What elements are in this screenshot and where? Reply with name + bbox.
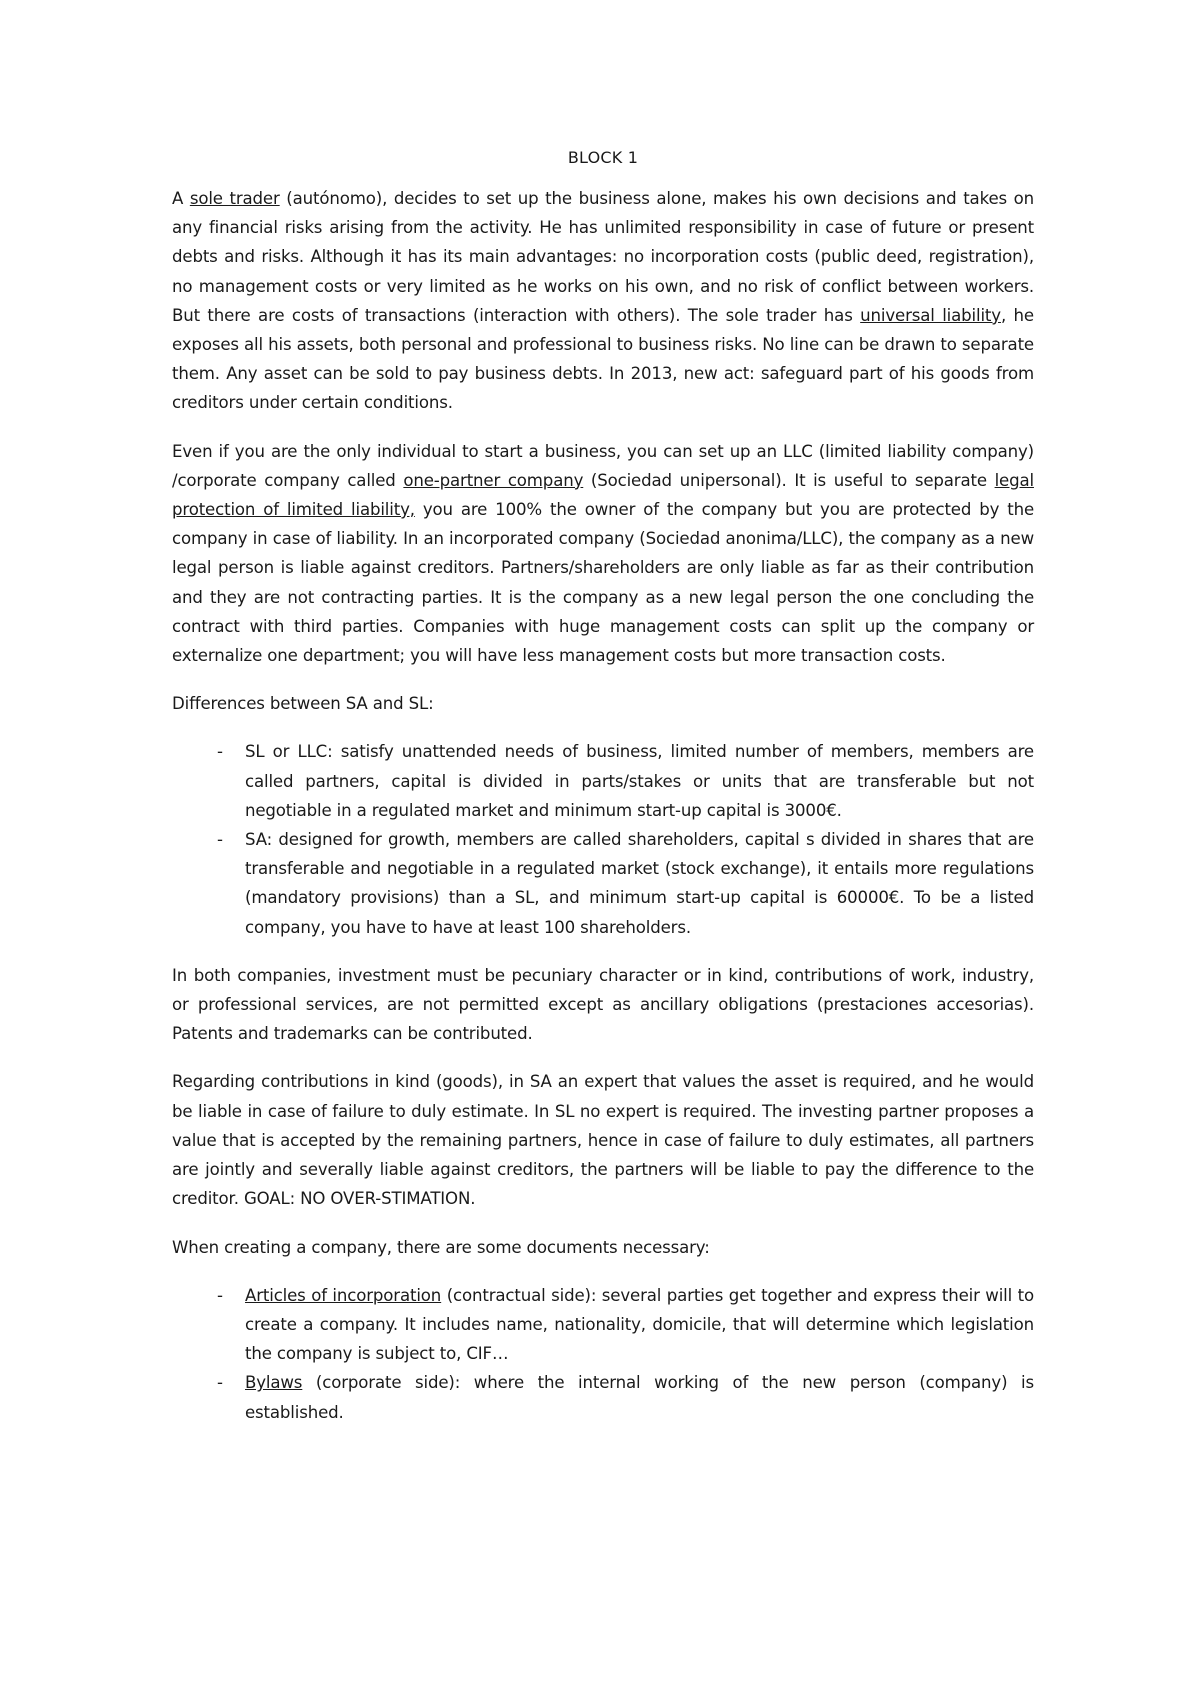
paragraph-sole-trader xyxy=(172,184,1034,418)
list-item-text: (contractual side): several parties get together and express their will to create a company. It includes name, nationality, domicile, that will determine which legislation the company is subject to, CIF… xyxy=(245,1285,1034,1364)
dash-bullet: - xyxy=(217,742,223,762)
dash-bullet: - xyxy=(217,1373,223,1393)
term-one-partner-company: one-partner company xyxy=(403,470,584,490)
list-item-text: SA: designed for growth, members are called shareholders, capital s divided in shares that are transferable and negotiable in a regulated market (stock exchange), it entails more regulations (mandatory provisions) than a SL, and minimum start-up capital is 60000€. To be a listed company, you have to have at least 100 shareholders. xyxy=(245,830,1034,937)
paragraph-contributions: Regarding contributions in kind (goods), in SA an expert that values the asset is required, and he would be liable in case of failure to duly estimate. In SL no expert is required. The investing partner proposes a value that is accepted by the remaining partners, hence in case of failure to duly estimates, all partners are jointly and severally liable against creditors, the partners will be liable to pay the difference to the creditor. GOAL: NO OVER-STIMATION. xyxy=(172,1072,1034,1209)
list-item xyxy=(172,737,1034,825)
text-segment: you are 100% the owner of the company but you are protected by the company in case of liability. In an incorporated company (Sociedad anonima/LLC), the company as a new legal person is liable against creditors. Partners/shareholders are only liable as far as their contribution and they are not contracting parties. It is the company as a new legal person the one concluding the contract with third parties. Companies with huge management costs can split up the company or externalize one department; you will have less management costs but more transaction costs. xyxy=(172,500,1035,666)
term-sole-trader: sole trader xyxy=(189,189,280,208)
documents-list xyxy=(172,1281,1034,1427)
list-item-text: SL or LLC: satisfy unattended needs of business, limited number of members, members are called partners, capital is divided in parts/stakes or units that are transferable but not negotiable in a regulated market and minimum start-up capital is 3000€. xyxy=(245,742,1034,820)
list-item xyxy=(172,1281,1034,1369)
paragraph-differences-heading: Differences between SA and SL: xyxy=(172,694,434,714)
text-segment: (autónomo), decides to set up the business alone, makes his own decisions and takes on any financial risks arising from the activity. He has unlimited responsibility in case of future or present debts and risks. Although it has its main advantages: no incorporation costs (public deed, registration), no management costs or very limited as he works on his own, and no risk of conflict between workers. But there are costs of transactions (interaction with others). The sole trader has xyxy=(172,189,1034,325)
text-segment: Even if you are the only individual to start a business, you can set up an LLC (limited liability company) /corporate company called xyxy=(172,441,1034,490)
text-segment: A xyxy=(172,189,190,208)
differences-list xyxy=(172,737,1034,941)
document-title: BLOCK 1 xyxy=(567,148,639,167)
list-item xyxy=(172,825,1034,942)
term-bylaws: Bylaws xyxy=(245,1373,303,1393)
term-legal-protection: legal protection of limited liability, xyxy=(172,470,1034,520)
dash-bullet: - xyxy=(217,1285,223,1305)
document-page xyxy=(172,0,1034,1446)
text-segment: , he exposes all his assets, both personal and professional to business risks. No line can be drawn to separate them. Any asset can be sold to pay business debts. In 2013, new act: safeguard part of his goods from creditors under certain conditions. xyxy=(172,305,1034,413)
dash-bullet: - xyxy=(217,830,223,850)
term-articles-of-incorporation: Articles of incorporation xyxy=(245,1285,442,1305)
paragraph-llc xyxy=(172,437,1034,671)
term-universal-liability: universal liability xyxy=(860,305,1001,325)
paragraph-investment: In both companies, investment must be pecuniary character or in kind, contributions of work, industry, or professional services, are not permitted except as ancillary obligations (prestaciones accesorias). Patents and trademarks can be contributed. xyxy=(172,965,1034,1044)
list-item xyxy=(172,1368,1034,1426)
text-segment: (Sociedad unipersonal). It is useful to separate xyxy=(583,470,995,490)
list-item-text: (corporate side): where the internal working of the new person (company) is established. xyxy=(245,1373,1034,1422)
paragraph-documents-heading: When creating a company, there are some documents necessary: xyxy=(172,1237,710,1257)
